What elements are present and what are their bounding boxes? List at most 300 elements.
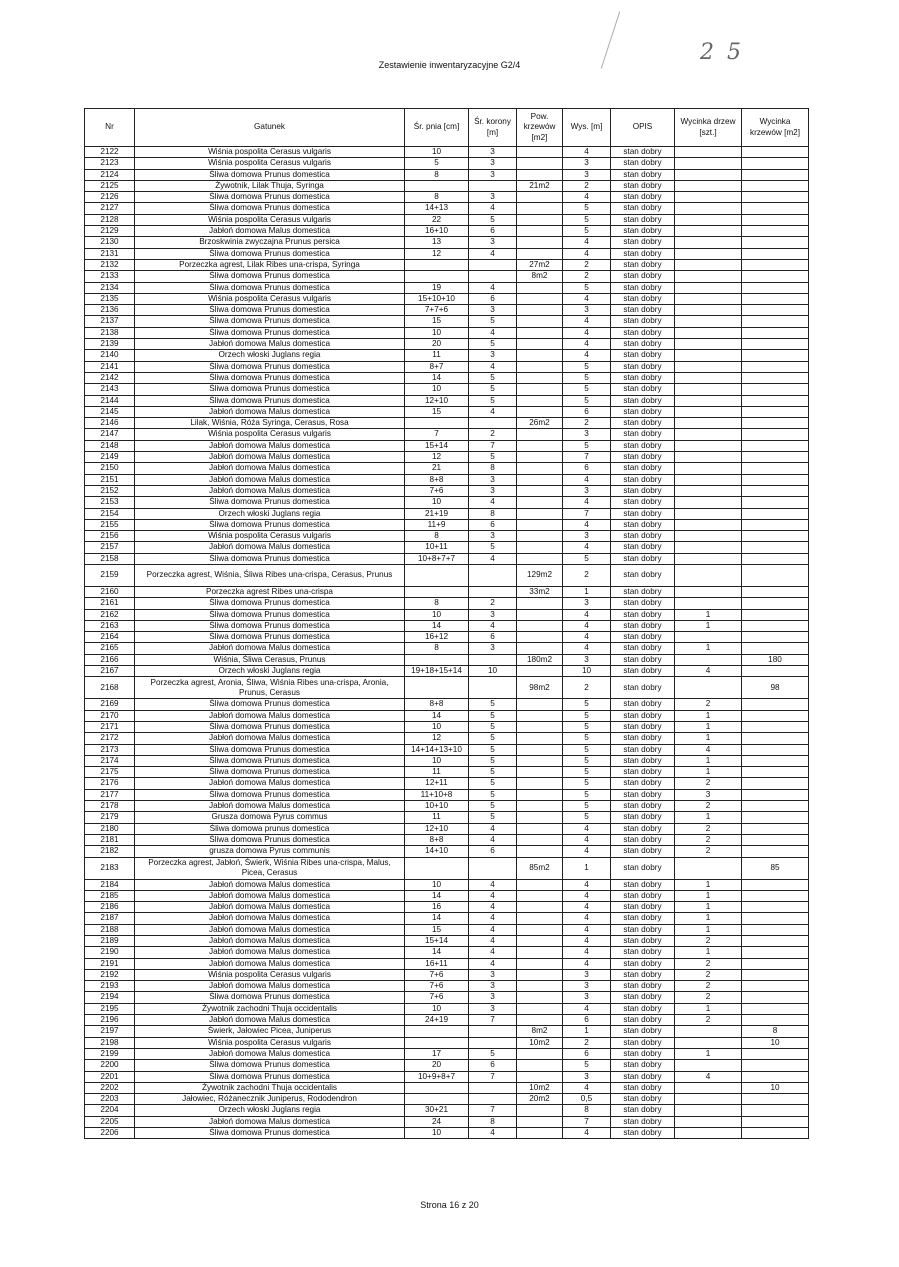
cell-description: stan dobry	[611, 1003, 675, 1014]
cell-height: 4	[563, 542, 611, 553]
cell-nr: 2188	[85, 924, 135, 935]
cell-description: stan dobry	[611, 1082, 675, 1093]
cell-description: stan dobry	[611, 192, 675, 203]
cell-shrub-removal	[742, 1105, 809, 1116]
table-row	[85, 936, 809, 947]
cell-height: 7	[563, 1116, 611, 1127]
cell-crown-diameter: 5	[469, 812, 517, 823]
table-row	[85, 259, 809, 270]
cell-height: 4	[563, 1082, 611, 1093]
cell-tree-removal	[675, 1128, 742, 1139]
cell-nr: 2125	[85, 180, 135, 191]
cell-height: 10	[563, 666, 611, 677]
cell-trunk-diameter: 12	[405, 248, 469, 259]
cell-species: Jabłoń domowa Malus domestica	[135, 890, 405, 901]
cell-trunk-diameter: 10	[405, 721, 469, 732]
cell-height: 2	[563, 1037, 611, 1048]
cell-nr: 2148	[85, 440, 135, 451]
table-row	[85, 293, 809, 304]
cell-description: stan dobry	[611, 1116, 675, 1127]
cell-species: Jabłoń domowa Malus domestica	[135, 778, 405, 789]
table-row	[85, 958, 809, 969]
cell-tree-removal	[675, 1105, 742, 1116]
cell-shrub-removal: 10	[742, 1082, 809, 1093]
cell-trunk-diameter: 21+19	[405, 508, 469, 519]
cell-height: 3	[563, 1071, 611, 1082]
cell-crown-diameter: 3	[469, 981, 517, 992]
cell-shrub-area	[517, 169, 563, 180]
cell-description: stan dobry	[611, 654, 675, 665]
cell-shrub-removal	[742, 632, 809, 643]
cell-tree-removal	[675, 452, 742, 463]
cell-tree-removal	[675, 305, 742, 316]
cell-shrub-removal	[742, 778, 809, 789]
cell-trunk-diameter: 8	[405, 598, 469, 609]
cell-trunk-diameter: 10	[405, 1003, 469, 1014]
table-row	[85, 508, 809, 519]
cell-shrub-removal	[742, 958, 809, 969]
table-row	[85, 463, 809, 474]
cell-tree-removal: 1	[675, 902, 742, 913]
cell-species: Orzech włoski Juglans regia	[135, 508, 405, 519]
table-row	[85, 846, 809, 857]
cell-crown-diameter	[469, 586, 517, 597]
cell-species: Jabłoń domowa Malus domestica	[135, 947, 405, 958]
cell-shrub-area	[517, 958, 563, 969]
cell-height: 3	[563, 981, 611, 992]
cell-tree-removal: 1	[675, 1003, 742, 1014]
table-row	[85, 789, 809, 800]
cell-description: stan dobry	[611, 259, 675, 270]
cell-tree-removal	[675, 316, 742, 327]
cell-tree-removal: 1	[675, 620, 742, 631]
cell-height: 6	[563, 1048, 611, 1059]
cell-crown-diameter: 5	[469, 395, 517, 406]
table-row	[85, 1116, 809, 1127]
cell-tree-removal: 2	[675, 778, 742, 789]
cell-height: 6	[563, 406, 611, 417]
cell-trunk-diameter: 15	[405, 924, 469, 935]
cell-nr: 2143	[85, 384, 135, 395]
cell-crown-diameter: 4	[469, 361, 517, 372]
cell-tree-removal	[675, 531, 742, 542]
cell-tree-removal: 1	[675, 643, 742, 654]
cell-species: Lilak, Wiśnia, Róża Syringa, Cerasus, Rosa	[135, 418, 405, 429]
cell-tree-removal	[675, 339, 742, 350]
cell-height: 3	[563, 598, 611, 609]
table-row	[85, 203, 809, 214]
cell-tree-removal	[675, 1116, 742, 1127]
cell-shrub-removal	[742, 699, 809, 710]
cell-shrub-removal	[742, 203, 809, 214]
cell-shrub-removal	[742, 609, 809, 620]
cell-shrub-area	[517, 879, 563, 890]
table-row	[85, 632, 809, 643]
cell-nr: 2144	[85, 395, 135, 406]
cell-height: 2	[563, 271, 611, 282]
cell-shrub-removal	[742, 440, 809, 451]
cell-species: Wiśnia pospolita Cerasus vulgaris	[135, 293, 405, 304]
cell-crown-diameter: 4	[469, 924, 517, 935]
cell-description: stan dobry	[611, 632, 675, 643]
cell-nr: 2186	[85, 902, 135, 913]
cell-trunk-diameter	[405, 1082, 469, 1093]
cell-height: 4	[563, 1128, 611, 1139]
cell-nr: 2201	[85, 1071, 135, 1082]
table-row	[85, 1048, 809, 1059]
cell-height: 6	[563, 1015, 611, 1026]
cell-crown-diameter: 10	[469, 666, 517, 677]
cell-crown-diameter: 7	[469, 1105, 517, 1116]
cell-description: stan dobry	[611, 609, 675, 620]
cell-crown-diameter: 4	[469, 553, 517, 564]
cell-nr: 2195	[85, 1003, 135, 1014]
cell-crown-diameter	[469, 271, 517, 282]
cell-nr: 2138	[85, 327, 135, 338]
cell-species: Jabłoń domowa Malus domestica	[135, 339, 405, 350]
cell-tree-removal: 4	[675, 1071, 742, 1082]
cell-shrub-area	[517, 936, 563, 947]
cell-nr: 2160	[85, 586, 135, 597]
cell-species: Śliwa domowa Prunus domestica	[135, 598, 405, 609]
cell-tree-removal	[675, 1037, 742, 1048]
cell-description: stan dobry	[611, 226, 675, 237]
table-row	[85, 834, 809, 845]
cell-description: stan dobry	[611, 755, 675, 766]
cell-tree-removal	[675, 327, 742, 338]
cell-crown-diameter: 2	[469, 429, 517, 440]
cell-trunk-diameter: 14	[405, 947, 469, 958]
cell-description: stan dobry	[611, 361, 675, 372]
cell-trunk-diameter: 30+21	[405, 1105, 469, 1116]
table-row	[85, 666, 809, 677]
cell-shrub-area	[517, 721, 563, 732]
cell-shrub-area	[517, 158, 563, 169]
table-row	[85, 158, 809, 169]
cell-shrub-area	[517, 282, 563, 293]
cell-nr: 2171	[85, 721, 135, 732]
cell-nr: 2167	[85, 666, 135, 677]
cell-shrub-removal: 180	[742, 654, 809, 665]
cell-tree-removal	[675, 180, 742, 191]
col-shrub-area: Pow. krzewów [m2]	[517, 109, 563, 147]
cell-shrub-removal	[742, 1071, 809, 1082]
cell-description: stan dobry	[611, 418, 675, 429]
cell-nr: 2149	[85, 452, 135, 463]
cell-nr: 2175	[85, 767, 135, 778]
cell-trunk-diameter: 10+10	[405, 801, 469, 812]
cell-crown-diameter: 4	[469, 1128, 517, 1139]
cell-species: Śliwa domowa Prunus domestica	[135, 1060, 405, 1071]
cell-species: Porzeczka agrest Ribes una-crispa	[135, 586, 405, 597]
cell-trunk-diameter: 10	[405, 147, 469, 158]
cell-shrub-removal	[742, 418, 809, 429]
cell-height: 5	[563, 755, 611, 766]
cell-shrub-area	[517, 699, 563, 710]
cell-tree-removal	[675, 350, 742, 361]
cell-trunk-diameter: 8+8	[405, 699, 469, 710]
cell-description: stan dobry	[611, 384, 675, 395]
cell-tree-removal: 2	[675, 981, 742, 992]
cell-nr: 2153	[85, 497, 135, 508]
cell-crown-diameter: 5	[469, 1048, 517, 1059]
cell-description: stan dobry	[611, 350, 675, 361]
cell-species: Wiśnia, Śliwa Cerasus, Prunus	[135, 654, 405, 665]
cell-shrub-removal	[742, 147, 809, 158]
cell-shrub-area	[517, 1048, 563, 1059]
cell-shrub-area	[517, 440, 563, 451]
cell-trunk-diameter: 22	[405, 214, 469, 225]
col-crown-diameter: Śr. korony [m]	[469, 109, 517, 147]
cell-tree-removal	[675, 564, 742, 586]
cell-shrub-area	[517, 789, 563, 800]
cell-species: Orzech włoski Juglans regia	[135, 350, 405, 361]
cell-crown-diameter	[469, 677, 517, 699]
cell-species: Śliwa domowa Prunus domestica	[135, 992, 405, 1003]
cell-description: stan dobry	[611, 947, 675, 958]
table-row	[85, 418, 809, 429]
cell-crown-diameter: 3	[469, 237, 517, 248]
cell-trunk-diameter: 16+12	[405, 632, 469, 643]
cell-crown-diameter: 7	[469, 440, 517, 451]
table-row	[85, 1105, 809, 1116]
cell-crown-diameter: 5	[469, 699, 517, 710]
cell-nr: 2184	[85, 879, 135, 890]
cell-height: 5	[563, 721, 611, 732]
cell-species: Orzech włoski Juglans regia	[135, 666, 405, 677]
cell-species: Śliwa domowa Prunus domestica	[135, 384, 405, 395]
cell-height: 5	[563, 812, 611, 823]
cell-height: 4	[563, 1003, 611, 1014]
cell-shrub-removal	[742, 947, 809, 958]
cell-description: stan dobry	[611, 879, 675, 890]
cell-trunk-diameter: 8+7	[405, 361, 469, 372]
cell-description: stan dobry	[611, 1060, 675, 1071]
cell-shrub-removal	[742, 1003, 809, 1014]
cell-description: stan dobry	[611, 1048, 675, 1059]
cell-species: Śliwa domowa Prunus domestica	[135, 519, 405, 530]
cell-shrub-area	[517, 620, 563, 631]
cell-species: Jabłoń domowa Malus domestica	[135, 733, 405, 744]
cell-species: grusza domowa Pyrus communis	[135, 846, 405, 857]
cell-nr: 2127	[85, 203, 135, 214]
cell-crown-diameter: 5	[469, 710, 517, 721]
cell-species: Jabłoń domowa Malus domestica	[135, 406, 405, 417]
cell-trunk-diameter: 14	[405, 620, 469, 631]
cell-tree-removal: 1	[675, 812, 742, 823]
cell-nr: 2154	[85, 508, 135, 519]
table-row	[85, 248, 809, 259]
cell-shrub-removal	[742, 936, 809, 947]
table-row	[85, 305, 809, 316]
cell-shrub-removal	[742, 755, 809, 766]
cell-trunk-diameter: 8	[405, 169, 469, 180]
table-row	[85, 778, 809, 789]
cell-shrub-area	[517, 823, 563, 834]
cell-description: stan dobry	[611, 834, 675, 845]
cell-trunk-diameter: 8+8	[405, 474, 469, 485]
cell-crown-diameter: 3	[469, 147, 517, 158]
cell-tree-removal	[675, 440, 742, 451]
cell-trunk-diameter: 12	[405, 452, 469, 463]
cell-nr: 2177	[85, 789, 135, 800]
cell-description: stan dobry	[611, 733, 675, 744]
cell-crown-diameter: 5	[469, 778, 517, 789]
cell-species: Śliwa domowa Prunus domestica	[135, 1071, 405, 1082]
cell-crown-diameter: 5	[469, 214, 517, 225]
cell-species: Śliwa domowa Prunus domestica	[135, 632, 405, 643]
cell-shrub-removal	[742, 237, 809, 248]
cell-nr: 2179	[85, 812, 135, 823]
cell-trunk-diameter: 10+11	[405, 542, 469, 553]
cell-crown-diameter: 5	[469, 767, 517, 778]
table-row	[85, 902, 809, 913]
cell-shrub-removal	[742, 226, 809, 237]
cell-tree-removal: 1	[675, 924, 742, 935]
cell-height: 4	[563, 147, 611, 158]
cell-trunk-diameter: 10	[405, 879, 469, 890]
cell-shrub-area	[517, 531, 563, 542]
table-row	[85, 339, 809, 350]
cell-nr: 2182	[85, 846, 135, 857]
cell-nr: 2197	[85, 1026, 135, 1037]
cell-shrub-area	[517, 463, 563, 474]
cell-species: Świerk, Jałowiec Picea, Juniperus	[135, 1026, 405, 1037]
col-shrub-removal: Wycinka krzewów [m2]	[742, 109, 809, 147]
cell-tree-removal	[675, 519, 742, 530]
cell-height: 5	[563, 384, 611, 395]
cell-species: Jabłoń domowa Malus domestica	[135, 643, 405, 654]
cell-shrub-area	[517, 1116, 563, 1127]
cell-height: 5	[563, 214, 611, 225]
cell-description: stan dobry	[611, 406, 675, 417]
cell-nr: 2164	[85, 632, 135, 643]
cell-tree-removal	[675, 147, 742, 158]
table-row	[85, 226, 809, 237]
cell-crown-diameter	[469, 564, 517, 586]
cell-nr: 2157	[85, 542, 135, 553]
cell-species: Orzech włoski Juglans regia	[135, 1105, 405, 1116]
cell-shrub-area	[517, 969, 563, 980]
cell-shrub-removal	[742, 463, 809, 474]
cell-nr: 2159	[85, 564, 135, 586]
cell-nr: 2126	[85, 192, 135, 203]
cell-species: Jabłoń domowa Malus domestica	[135, 913, 405, 924]
cell-crown-diameter: 3	[469, 609, 517, 620]
cell-crown-diameter	[469, 1082, 517, 1093]
cell-nr: 2122	[85, 147, 135, 158]
cell-nr: 2169	[85, 699, 135, 710]
cell-shrub-removal	[742, 767, 809, 778]
cell-shrub-removal	[742, 1015, 809, 1026]
table-row	[85, 643, 809, 654]
cell-shrub-removal	[742, 372, 809, 383]
cell-species: Porzeczka agrest, Aronia, Śliwa, Wiśnia Ribes una-crispa, Aronia, Prunus, Cerasus	[135, 677, 405, 699]
table-row	[85, 384, 809, 395]
cell-crown-diameter: 4	[469, 834, 517, 845]
cell-height: 5	[563, 395, 611, 406]
cell-nr: 2163	[85, 620, 135, 631]
cell-shrub-removal	[742, 1128, 809, 1139]
cell-crown-diameter: 4	[469, 203, 517, 214]
cell-trunk-diameter: 24+19	[405, 1015, 469, 1026]
cell-species: Śliwa domowa Prunus domestica	[135, 1128, 405, 1139]
cell-tree-removal	[675, 282, 742, 293]
cell-shrub-area	[517, 834, 563, 845]
cell-crown-diameter: 5	[469, 316, 517, 327]
cell-shrub-area	[517, 350, 563, 361]
cell-description: stan dobry	[611, 643, 675, 654]
cell-height: 4	[563, 474, 611, 485]
cell-nr: 2173	[85, 744, 135, 755]
cell-tree-removal	[675, 542, 742, 553]
cell-species: Jabłoń domowa Malus domestica	[135, 1116, 405, 1127]
cell-crown-diameter: 4	[469, 890, 517, 901]
cell-trunk-diameter	[405, 271, 469, 282]
cell-species: Śliwa domowa prunus domestica	[135, 823, 405, 834]
cell-shrub-area	[517, 846, 563, 857]
cell-trunk-diameter: 10+8+7+7	[405, 553, 469, 564]
cell-tree-removal: 2	[675, 834, 742, 845]
cell-crown-diameter: 2	[469, 598, 517, 609]
cell-species: Jabłoń domowa Malus domestica	[135, 710, 405, 721]
cell-description: stan dobry	[611, 293, 675, 304]
cell-tree-removal	[675, 259, 742, 270]
cell-shrub-area	[517, 801, 563, 812]
cell-shrub-area	[517, 327, 563, 338]
cell-species: Jabłoń domowa Malus domestica	[135, 924, 405, 935]
cell-height: 5	[563, 203, 611, 214]
cell-height: 4	[563, 947, 611, 958]
cell-trunk-diameter: 7+7+6	[405, 305, 469, 316]
cell-crown-diameter: 3	[469, 485, 517, 496]
cell-crown-diameter: 7	[469, 1015, 517, 1026]
cell-tree-removal: 2	[675, 823, 742, 834]
cell-tree-removal	[675, 474, 742, 485]
cell-nr: 2145	[85, 406, 135, 417]
cell-trunk-diameter	[405, 418, 469, 429]
cell-height: 4	[563, 924, 611, 935]
cell-height: 3	[563, 169, 611, 180]
cell-tree-removal	[675, 598, 742, 609]
table-row	[85, 913, 809, 924]
cell-shrub-removal	[742, 890, 809, 901]
cell-shrub-removal: 8	[742, 1026, 809, 1037]
table-row	[85, 327, 809, 338]
cell-crown-diameter: 4	[469, 913, 517, 924]
cell-species: Grusza domowa Pyrus commus	[135, 812, 405, 823]
table-row	[85, 316, 809, 327]
cell-trunk-diameter: 7+6	[405, 981, 469, 992]
cell-shrub-removal	[742, 1094, 809, 1105]
cell-height: 3	[563, 305, 611, 316]
cell-height: 4	[563, 879, 611, 890]
cell-trunk-diameter: 14+14+13+10	[405, 744, 469, 755]
col-trunk-diameter: Śr. pnia [cm]	[405, 109, 469, 147]
cell-crown-diameter: 3	[469, 474, 517, 485]
cell-description: stan dobry	[611, 429, 675, 440]
cell-nr: 2131	[85, 248, 135, 259]
cell-nr: 2199	[85, 1048, 135, 1059]
cell-tree-removal	[675, 632, 742, 643]
cell-trunk-diameter: 24	[405, 1116, 469, 1127]
cell-height: 5	[563, 789, 611, 800]
cell-tree-removal	[675, 226, 742, 237]
cell-species: Śliwa domowa Prunus domestica	[135, 203, 405, 214]
cell-species: Jabłoń domowa Malus domestica	[135, 879, 405, 890]
table-row	[85, 1003, 809, 1014]
cell-height: 5	[563, 710, 611, 721]
